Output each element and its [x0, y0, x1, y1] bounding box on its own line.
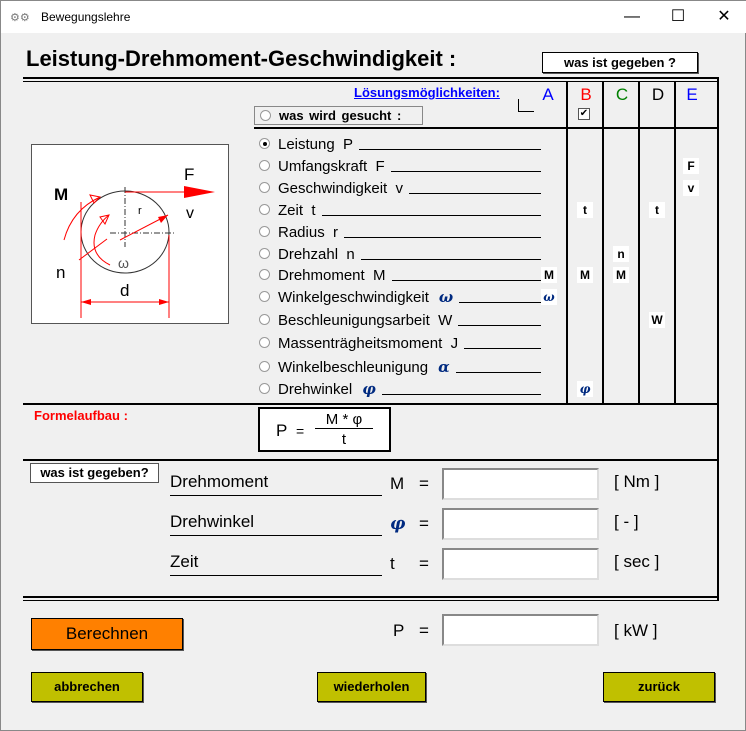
underline	[344, 237, 541, 238]
solution-cell-b: φ	[577, 381, 593, 397]
gesucht-option-row[interactable]	[259, 332, 541, 352]
radio-button[interactable]	[259, 226, 270, 237]
diagram-label-v: v	[186, 205, 194, 222]
gesucht-option-row[interactable]	[259, 221, 541, 241]
underline	[361, 259, 541, 260]
solution-cell-d: W	[649, 312, 665, 328]
given-field-label: Zeit	[170, 552, 382, 576]
solution-cell-c: M	[613, 267, 629, 283]
diagram-label-m: M	[54, 185, 69, 204]
gesucht-option-row[interactable]	[259, 378, 541, 398]
radio-button[interactable]	[259, 383, 270, 394]
radio-button[interactable]	[259, 291, 270, 302]
was-wird-gesucht-label: was wird gesucht :	[279, 108, 402, 123]
formelaufbau-label: Formelaufbau :	[34, 408, 128, 423]
divider	[23, 77, 719, 79]
column-header-e: E	[686, 85, 698, 104]
divider	[566, 81, 568, 403]
abbrechen-button[interactable]: abbrechen	[31, 672, 143, 702]
column-header-b: B	[580, 85, 592, 104]
greek-symbol: α	[438, 358, 450, 376]
berechnen-button[interactable]: Berechnen	[31, 618, 183, 650]
solution-cell-b: M	[577, 267, 593, 283]
was-ist-gegeben-header-button[interactable]: was ist gegeben ?	[542, 52, 698, 73]
option-label: Geschwindigkeit v	[278, 180, 404, 197]
given-field-input[interactable]	[442, 548, 599, 580]
option-label: Winkelbeschleunigung	[278, 359, 429, 376]
result-symbol: P	[393, 621, 405, 640]
formula-numerator: M * φ	[315, 411, 373, 429]
zurueck-button[interactable]: zurück	[603, 672, 715, 702]
underline	[322, 215, 541, 216]
option-label: Massenträgheitsmoment J	[278, 335, 459, 352]
gesucht-option-row[interactable]	[259, 243, 541, 263]
gesucht-option-row[interactable]	[259, 155, 541, 175]
option-label: Winkelgeschwindigkeit	[278, 289, 429, 306]
title-bar	[1, 1, 746, 33]
solution-cell-d: t	[649, 202, 665, 218]
diagram-label-r: r	[138, 205, 142, 217]
column-header-a: A	[542, 85, 554, 104]
formula-denominator: t	[341, 431, 347, 448]
solution-cell-a: M	[541, 267, 557, 283]
given-field-equals: =	[419, 554, 429, 573]
option-label: Drehmoment M	[278, 267, 386, 284]
divider	[23, 596, 719, 598]
formula-box	[258, 407, 391, 452]
underline	[409, 193, 541, 194]
wiederholen-button[interactable]: wiederholen	[317, 672, 426, 702]
divider	[638, 81, 640, 403]
window-title: Bewegungslehre	[41, 10, 131, 24]
force-arrow-icon	[184, 186, 215, 198]
divider	[254, 127, 719, 129]
given-field-symbol: M	[390, 474, 405, 493]
underline	[382, 394, 541, 395]
given-field-label: Drehwinkel	[170, 512, 382, 536]
close-button[interactable]: ✕	[717, 8, 731, 25]
given-field-unit: [ - ]	[614, 512, 639, 531]
app-icon: ⚙⚙	[10, 12, 30, 24]
gesucht-option-row[interactable]	[259, 133, 541, 153]
option-label: Drehwinkel	[278, 381, 353, 398]
divider	[23, 81, 719, 82]
underline	[456, 372, 541, 373]
given-field-symbol: t	[390, 554, 395, 573]
divider	[23, 403, 719, 405]
wheel-diagram	[31, 144, 229, 324]
column-header-d: D	[651, 85, 665, 104]
greek-symbol: ω	[438, 288, 454, 306]
underline	[391, 171, 541, 172]
result-p-input[interactable]	[442, 614, 599, 646]
solution-cell-a: ω	[541, 289, 557, 305]
option-label: Radius r	[278, 224, 339, 241]
column-b-checkbox[interactable]: ✔	[579, 108, 589, 119]
maximize-button[interactable]: ☐	[670, 8, 686, 25]
divider	[23, 459, 719, 461]
was-ist-gegeben-button[interactable]: was ist gegeben?	[30, 463, 159, 483]
gesucht-option-row[interactable]	[259, 199, 541, 219]
given-field-label: Drehmoment	[170, 472, 382, 496]
underline	[458, 325, 541, 326]
gesucht-option-row[interactable]	[259, 177, 541, 197]
was-wird-gesucht-option[interactable]	[254, 106, 423, 125]
radio-button[interactable]	[259, 138, 270, 149]
formula-lhs: P	[276, 421, 288, 440]
option-label: Beschleunigungsarbeit W	[278, 312, 453, 329]
underline	[392, 280, 541, 281]
given-field-symbol: φ	[390, 514, 406, 534]
option-label: Drehzahl n	[278, 246, 355, 263]
radio-button[interactable]	[259, 248, 270, 259]
gesucht-option-row[interactable]	[259, 356, 541, 376]
gesucht-option-row[interactable]	[259, 309, 541, 329]
diagram-label-d: d	[120, 281, 130, 300]
radio-button[interactable]	[259, 182, 270, 193]
radio-button[interactable]	[259, 337, 270, 348]
solution-cell-c: n	[613, 246, 629, 262]
given-field-input[interactable]	[442, 468, 599, 500]
divider	[717, 77, 719, 600]
page-title: Leistung-Drehmoment-Geschwindigkeit :	[26, 46, 457, 71]
gesucht-option-row[interactable]	[259, 264, 541, 284]
diagram-label-f: F	[184, 165, 195, 184]
solution-cell-e: F	[683, 158, 699, 174]
given-field-equals: =	[419, 514, 429, 533]
diagram-label-n: n	[56, 263, 66, 282]
given-field-equals: =	[419, 474, 429, 493]
minimize-button[interactable]: —	[624, 8, 640, 25]
solution-cell-e: v	[683, 180, 699, 196]
underline	[464, 348, 541, 349]
divider	[602, 81, 604, 403]
loesungsmoeglichkeiten-label: Lösungsmöglichkeiten:	[354, 85, 500, 100]
option-label: Leistung P	[278, 136, 354, 153]
solution-cell-b: t	[577, 202, 593, 218]
radio-button[interactable]	[260, 110, 271, 121]
formula-equals: =	[296, 423, 305, 439]
result-equals: =	[419, 621, 429, 640]
radio-button[interactable]	[259, 361, 270, 372]
gesucht-option-row[interactable]	[259, 286, 541, 306]
wheel-diagram-drawing	[32, 145, 230, 325]
radio-button[interactable]	[259, 160, 270, 171]
divider	[23, 600, 719, 601]
divider	[674, 81, 676, 403]
radio-button[interactable]	[259, 269, 270, 280]
option-label: Zeit t	[278, 202, 316, 219]
result-unit: [ kW ]	[614, 621, 658, 640]
given-field-unit: [ sec ]	[614, 552, 660, 571]
greek-symbol: φ	[362, 380, 376, 398]
underline	[359, 149, 541, 150]
column-header-c: C	[615, 85, 629, 104]
radio-button[interactable]	[259, 204, 270, 215]
option-label: Umfangskraft F	[278, 158, 385, 175]
diagram-label-omega: ω	[118, 255, 129, 271]
radio-button[interactable]	[259, 314, 270, 325]
given-field-unit: [ Nm ]	[614, 472, 660, 491]
given-field-input[interactable]	[442, 508, 599, 540]
underline	[459, 302, 541, 303]
